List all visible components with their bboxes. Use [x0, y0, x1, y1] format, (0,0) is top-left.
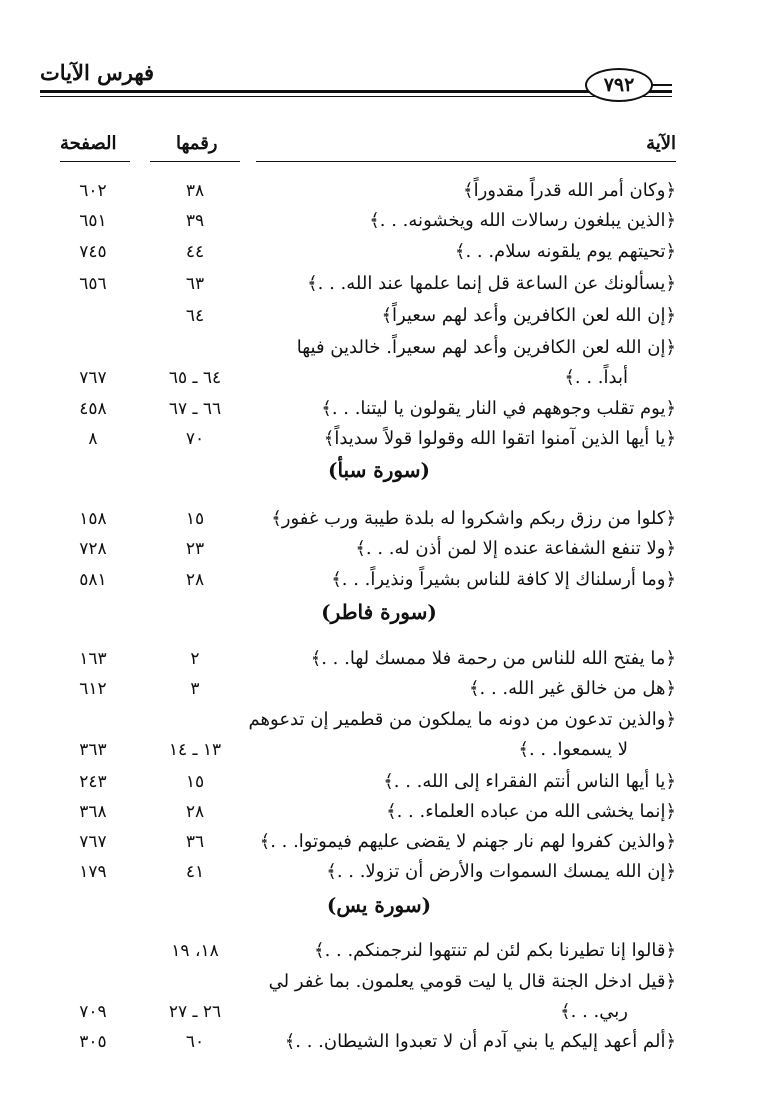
table-row — [0, 395, 758, 423]
ayah-number: ٢٦ ـ ٢٧ — [168, 1002, 222, 1022]
ayah-number: ٦٦ ـ ٦٧ — [168, 399, 222, 419]
ayah-text: ﴿والذين تدعون من دونه ما يملكون من قطمير إن تدعوهم — [248, 709, 676, 730]
ayah-text: ﴿تحيتهم يوم يلقونه سلام. . .﴾ — [454, 241, 676, 262]
table-row — [0, 238, 758, 266]
ayah-text: ﴿كلوا من رزق ربكم واشكروا له بلدة طيبة ورب غفور﴾ — [271, 508, 676, 529]
page-ref: ٣٠٥ — [79, 1032, 107, 1052]
table-row — [0, 1028, 758, 1056]
table-row — [0, 706, 758, 734]
page-ref: ٣٦٣ — [79, 740, 107, 760]
ayah-number: ١٥ — [185, 509, 205, 529]
header-rule-thick — [40, 90, 672, 93]
page-ref: ٦١٢ — [79, 679, 107, 699]
page-ref: ٧٢٨ — [79, 539, 107, 559]
ayah-number: ٤١ — [185, 862, 205, 882]
ayah-text: ﴿يا أيها الناس أنتم الفقراء إلى الله. . .﴾ — [383, 771, 676, 792]
ayah-text: ﴿ما يفتح الله للناس من رحمة فلا ممسك لها. . .﴾ — [310, 648, 676, 669]
table-row — [0, 798, 758, 826]
column-header-rule-number — [150, 161, 240, 162]
ayah-text: ﴿يسألونك عن الساعة قل إنما علمها عند الله. . .﴾ — [307, 273, 676, 294]
page-ref: ٨ — [88, 429, 98, 449]
page-ref: ٦٥٦ — [79, 274, 107, 294]
table-row — [0, 207, 758, 235]
page-ref: ٧٤٥ — [79, 242, 107, 262]
ayah-number: ١٨، ١٩ — [171, 941, 219, 961]
table-row — [0, 535, 758, 563]
table-row — [0, 736, 758, 764]
ayah-number: ٦٣ — [185, 274, 205, 294]
ayah-text: ﴿إن الله يمسك السموات والأرض أن تزولا. . .﴾ — [326, 861, 676, 882]
page-ref: ١٦٣ — [79, 649, 107, 669]
page-ref: ٤٥٨ — [79, 399, 107, 419]
header-rule-thin — [40, 96, 672, 97]
table-row — [0, 302, 758, 330]
column-header-rule-ayah — [256, 161, 676, 162]
ayah-text: ﴿ألم أعهد إليكم يا بني آدم أن لا تعبدوا الشيطان. . .﴾ — [284, 1031, 676, 1052]
table-row — [0, 998, 758, 1026]
table-row — [0, 270, 758, 298]
ayah-text: ﴿إن الله لعن الكافرين وأعد لهم سعيراً. خالدين فيها — [296, 337, 676, 358]
surah-heading: (سورة سبأ) — [327, 458, 430, 482]
ayah-number: ٦٤ — [185, 306, 205, 326]
ayah-text: ﴿قيل ادخل الجنة قال يا ليت قومي يعلمون. بما غفر لي — [268, 971, 676, 992]
table-row — [0, 334, 758, 362]
ayah-number: ٣ — [190, 679, 200, 699]
header-rule-short — [652, 84, 672, 86]
table-row — [0, 645, 758, 673]
ayah-text: ﴿والذين كفروا لهم نار جهنم لا يقضى عليهم فيموتوا. . .﴾ — [259, 831, 676, 852]
ayah-number: ١٣ ـ ١٤ — [168, 740, 222, 760]
column-header-number: رقمها — [176, 133, 218, 154]
surah-heading: (سورة فاطر) — [321, 600, 437, 624]
ayah-text: ﴿يوم تقلب وجوههم في النار يقولون يا ليتنا. . .﴾ — [321, 398, 676, 419]
page-ref: ٣٦٨ — [79, 802, 107, 822]
table-row — [0, 505, 758, 533]
ayah-number: ٤٤ — [185, 242, 205, 262]
page-ref: ٧٦٧ — [79, 832, 107, 852]
table-row — [0, 566, 758, 594]
ayah-text: ﴿وكان أمر الله قدراً مقدوراً﴾ — [463, 180, 676, 201]
ayah-text: أبداً. . .﴾ — [564, 367, 628, 388]
ayah-text: ﴿ولا تنفع الشفاعة عنده إلا لمن أذن له. . .﴾ — [355, 538, 676, 559]
page-ref: ٢٤٣ — [79, 772, 107, 792]
column-header-ayah: الآية — [646, 133, 676, 154]
ayah-text: ﴿يا أيها الذين آمنوا اتقوا الله وقولوا قولاً سديداً﴾ — [323, 428, 676, 449]
page-ref: ٥٨١ — [79, 570, 107, 590]
table-row — [0, 177, 758, 205]
ayah-text: ﴿قالوا إنا تطيرنا بكم لئن لم تنتهوا لنرجمنكم. . .﴾ — [314, 940, 676, 961]
table-row — [0, 937, 758, 965]
ayah-number: ٧٠ — [185, 429, 205, 449]
table-row — [0, 828, 758, 856]
page-ref: ٦٠٢ — [79, 181, 107, 201]
ayah-text: ﴿إن الله لعن الكافرين وأعد لهم سعيراً﴾ — [381, 305, 676, 326]
ayah-text: ﴿وما أرسلناك إلا كافة للناس بشيراً ونذيراً. . .﴾ — [331, 569, 676, 590]
ayah-number: ٣٦ — [185, 832, 205, 852]
ayah-number: ٣٨ — [185, 181, 205, 201]
column-header-page: الصفحة — [60, 133, 117, 154]
ayah-number: ٢٨ — [185, 802, 205, 822]
ayah-number: ٦٠ — [185, 1032, 205, 1052]
page-ref: ٦٥١ — [79, 211, 107, 231]
ayah-number: ٢ — [190, 649, 200, 669]
table-row — [0, 364, 758, 392]
page-ref: ١٥٨ — [79, 509, 107, 529]
ayah-number: ٢٨ — [185, 570, 205, 590]
page-ref: ١٧٩ — [79, 862, 107, 882]
ayah-number: ٣٩ — [185, 211, 205, 231]
surah-heading: (سورة يس) — [326, 893, 432, 917]
ayah-text: ﴿هل من خالق غير الله. . .﴾ — [468, 678, 676, 699]
ayah-text: ربي. . .﴾ — [560, 1001, 628, 1022]
page-header-title: فهرس الآيات — [40, 60, 155, 85]
page-ref: ٧٦٧ — [79, 368, 107, 388]
page-number-badge: ٧٩٢ — [585, 68, 653, 102]
page-ref: ٧٠٩ — [79, 1002, 107, 1022]
ayah-text: ﴿إنما يخشى الله من عباده العلماء. . .﴾ — [386, 801, 676, 822]
column-header-rule-page — [60, 161, 130, 162]
ayah-number: ٢٣ — [185, 539, 205, 559]
ayah-text: لا يسمعوا. . .﴾ — [518, 739, 628, 760]
table-row — [0, 425, 758, 453]
ayah-number: ١٥ — [185, 772, 205, 792]
table-row — [0, 675, 758, 703]
table-row — [0, 968, 758, 996]
table-row — [0, 768, 758, 796]
ayah-number: ٦٤ ـ ٦٥ — [168, 368, 222, 388]
table-row — [0, 858, 758, 886]
ayah-text: ﴿الذين يبلغون رسالات الله ويخشونه. . .﴾ — [369, 210, 676, 231]
